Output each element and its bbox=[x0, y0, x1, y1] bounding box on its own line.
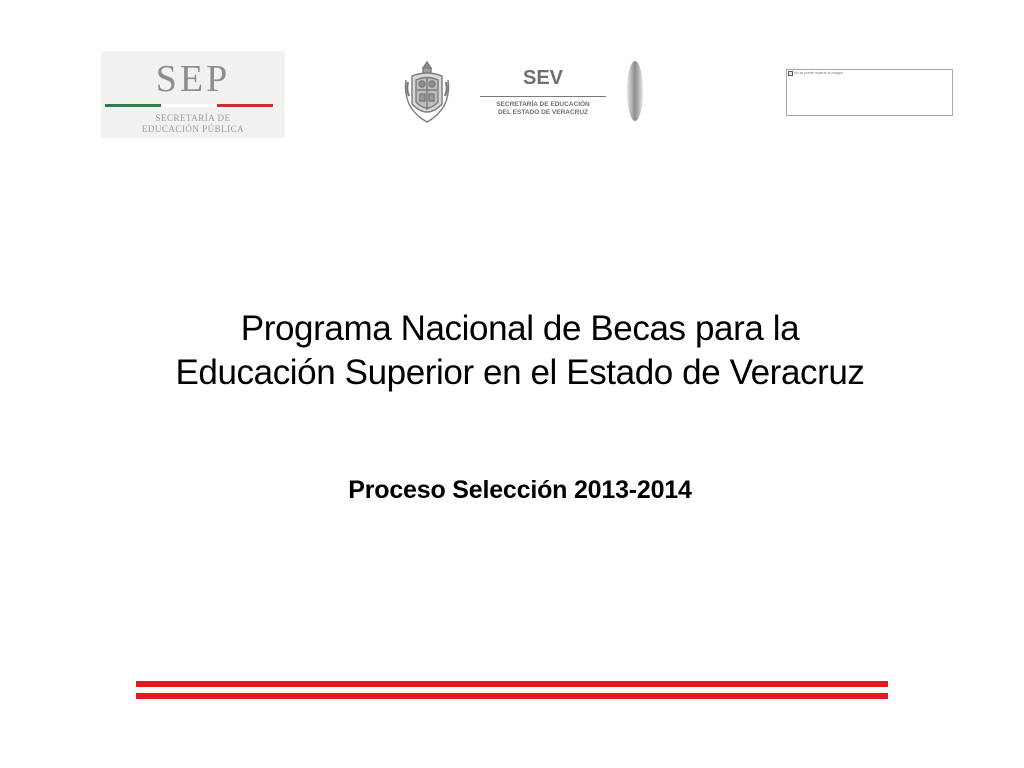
broken-image-icon bbox=[788, 71, 793, 76]
slide-subtitle: Proceso Selección 2013-2014 bbox=[348, 476, 692, 504]
footer-red-stripe-bottom bbox=[136, 693, 888, 699]
footer-red-stripe-top bbox=[136, 681, 888, 687]
broken-image-text: No se puede mostrar la imagen. bbox=[794, 71, 844, 75]
sev-acronym: SEV bbox=[522, 67, 564, 89]
stripe-white bbox=[161, 104, 217, 107]
sep-subtitle-line1: SECRETARÍA DE bbox=[155, 113, 231, 123]
slide-title-line1: Programa Nacional de Becas para la bbox=[240, 309, 800, 348]
sev-subtitle-line1: SECRETARÍA DE EDUCACIÓN bbox=[496, 101, 590, 108]
slide-title-line2: Educación Superior en el Estado de Veracruz bbox=[175, 353, 865, 392]
sev-logo bbox=[478, 66, 608, 122]
grey-vertical-emblem-icon bbox=[625, 60, 645, 122]
slide-title bbox=[60, 307, 980, 395]
sep-subtitle-line2: EDUCACIÓN PÚBLICA bbox=[141, 124, 245, 134]
sev-divider bbox=[480, 96, 606, 97]
sev-subtitle-line2: DEL ESTADO DE VERACRUZ bbox=[497, 109, 589, 116]
sep-tricolor-stripe bbox=[105, 104, 273, 107]
stripe-red bbox=[217, 104, 273, 107]
sep-logo bbox=[101, 51, 285, 138]
stripe-green bbox=[105, 104, 161, 107]
sep-acronym: SEP bbox=[155, 58, 231, 100]
veracruz-coat-of-arms-icon bbox=[402, 60, 452, 126]
broken-image-placeholder bbox=[786, 69, 953, 116]
